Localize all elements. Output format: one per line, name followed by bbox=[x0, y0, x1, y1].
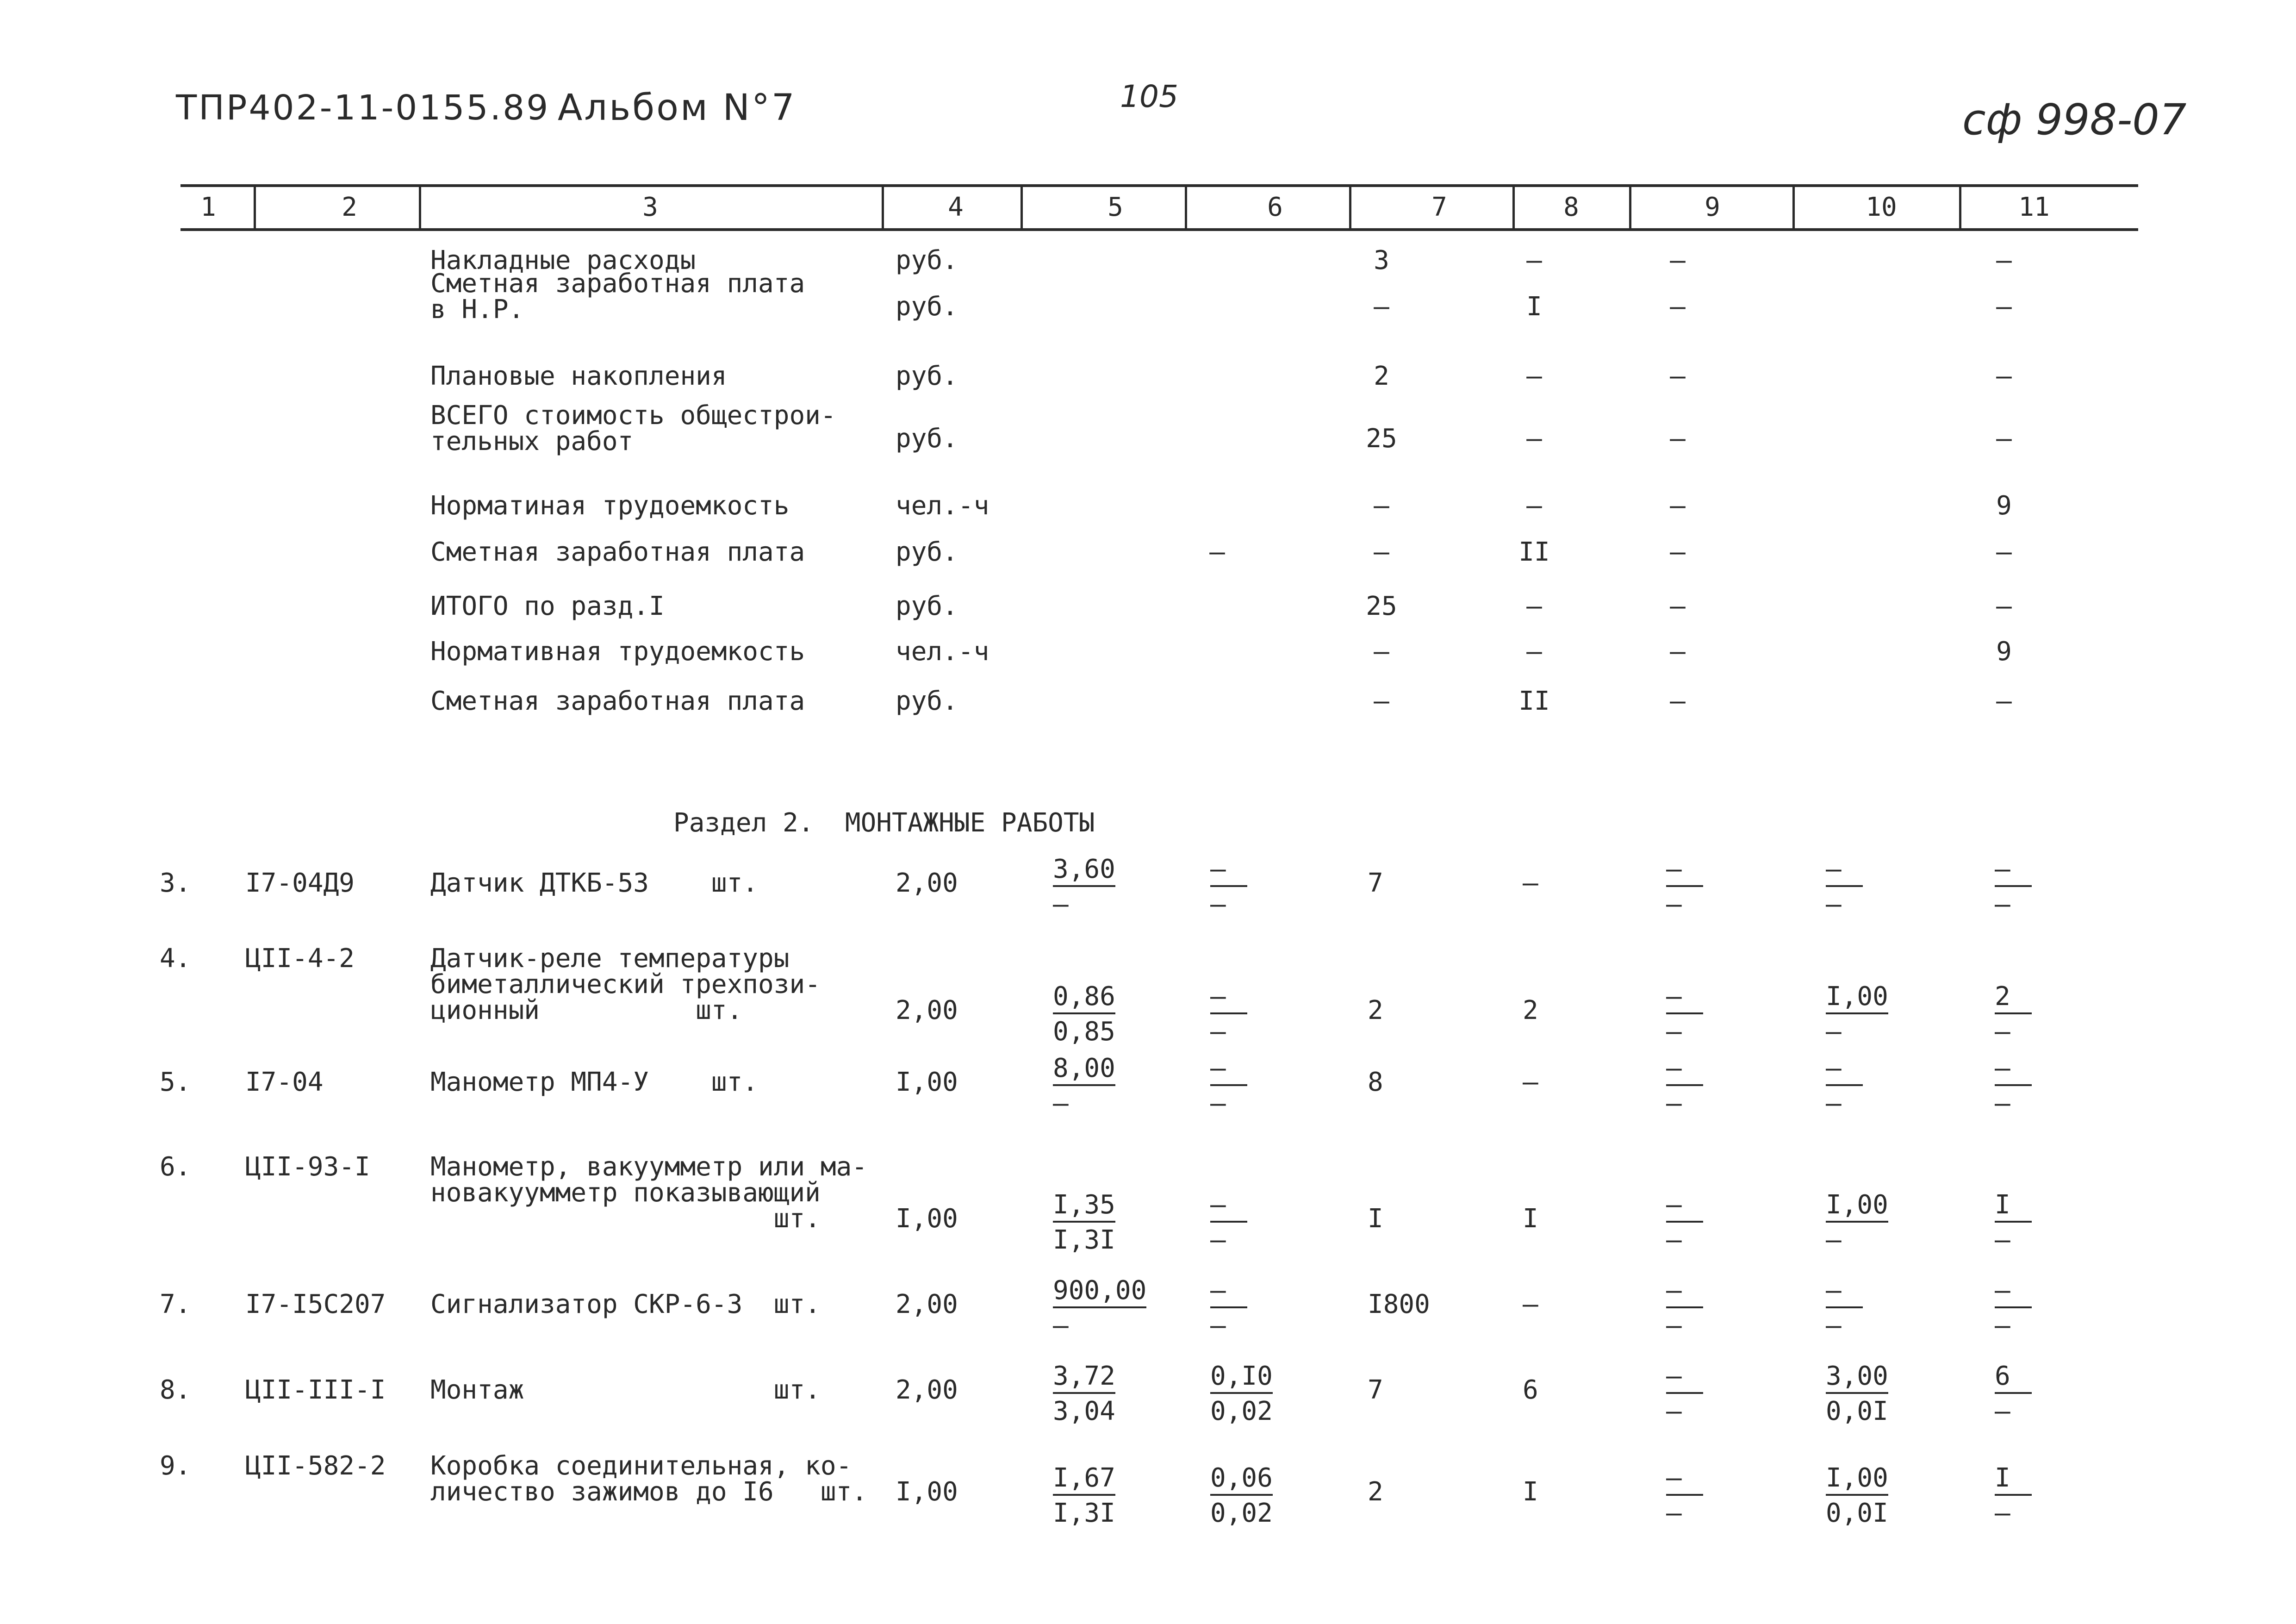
column-number-8-text: 8 bbox=[1563, 192, 1579, 222]
item-col10-denominator: – bbox=[1826, 1017, 1842, 1047]
item-col5-numerator: 900,00 bbox=[1053, 1278, 1146, 1308]
row-col11-text: – bbox=[1996, 686, 2012, 716]
item-col11 bbox=[1995, 981, 2032, 1047]
item-name: Монтаж шт. bbox=[430, 1375, 821, 1405]
sheet-code: сф 998-07 bbox=[1962, 95, 2187, 144]
item-col7: I800 bbox=[1368, 1289, 1430, 1319]
row-col11-text: – bbox=[1996, 361, 2012, 391]
item-col9 bbox=[1666, 1275, 1703, 1341]
row-unit: руб. bbox=[896, 245, 958, 275]
row-col9-text: – bbox=[1670, 686, 1686, 716]
item-col10 bbox=[1826, 1363, 1888, 1424]
item-col5-denominator: – bbox=[1053, 1088, 1069, 1118]
row-col11-text: – bbox=[1996, 591, 2012, 621]
item-col5 bbox=[1053, 1363, 1115, 1424]
item-code: I7-04Д9 bbox=[245, 868, 355, 898]
item-col7: I bbox=[1368, 1204, 1383, 1234]
row-col7-text: 25 bbox=[1366, 591, 1397, 621]
row-col9-text: – bbox=[1670, 637, 1686, 667]
row-col7-text: – bbox=[1374, 491, 1389, 521]
item-quantity: I,00 bbox=[896, 1067, 958, 1097]
item-col9-denominator: – bbox=[1666, 1311, 1682, 1341]
item-col8: – bbox=[1523, 868, 1538, 898]
item-col9-numerator: – bbox=[1666, 1363, 1703, 1394]
item-col8: 2 bbox=[1523, 995, 1538, 1025]
row-col8-text: I bbox=[1526, 292, 1542, 322]
column-divider bbox=[419, 184, 421, 228]
item-col10-numerator: – bbox=[1826, 1056, 1863, 1086]
item-col10-denominator: 0,0I bbox=[1826, 1396, 1888, 1426]
item-number: 8. bbox=[160, 1375, 191, 1405]
item-col6-denominator: 0,02 bbox=[1210, 1396, 1273, 1426]
item-col11 bbox=[1995, 856, 2032, 918]
document-code: ТПР402-11-0155.89 bbox=[176, 88, 550, 128]
item-col7: 8 bbox=[1368, 1067, 1383, 1097]
item-quantity: 2,00 bbox=[896, 995, 958, 1025]
item-col10-denominator: – bbox=[1826, 1225, 1842, 1255]
item-col10-numerator: – bbox=[1826, 1278, 1863, 1308]
item-name: Манометр МП4-У шт. bbox=[430, 1067, 759, 1097]
item-col9-numerator: – bbox=[1666, 856, 1703, 887]
row-name: Нормативная трудоемкость bbox=[430, 637, 805, 667]
item-quantity: I,00 bbox=[896, 1204, 958, 1234]
item-col6-denominator: – bbox=[1210, 1017, 1226, 1047]
item-col6-denominator: 0,02 bbox=[1210, 1498, 1273, 1528]
row-name: Норматиная трудоемкость bbox=[430, 491, 790, 521]
item-col10 bbox=[1826, 1275, 1863, 1341]
row-name: ВСЕГО стоимость общестрои- тельных работ bbox=[430, 400, 836, 456]
row-col8-text: II bbox=[1518, 686, 1550, 716]
item-col5-denominator: I,3I bbox=[1053, 1498, 1115, 1528]
row-col8-text: II bbox=[1518, 537, 1550, 567]
row-col7-text: – bbox=[1374, 637, 1389, 667]
item-col11-numerator: – bbox=[1995, 856, 2032, 887]
item-col8: I bbox=[1523, 1477, 1538, 1507]
column-divider bbox=[1349, 184, 1351, 228]
item-col5-numerator: 3,60 bbox=[1053, 856, 1115, 887]
row-col7-text: – bbox=[1374, 537, 1389, 567]
item-col5 bbox=[1053, 856, 1115, 918]
item-col10-numerator: – bbox=[1826, 856, 1863, 887]
item-col5-denominator: I,3I bbox=[1053, 1225, 1115, 1255]
item-col10-numerator: I,00 bbox=[1826, 1192, 1888, 1223]
column-divider bbox=[1512, 184, 1515, 228]
item-col11-denominator: – bbox=[1995, 1017, 2010, 1047]
item-col11-denominator: – bbox=[1995, 889, 2010, 919]
row-col8-text: – bbox=[1526, 637, 1542, 667]
item-col11 bbox=[1995, 1192, 2032, 1253]
item-col8: – bbox=[1523, 1067, 1538, 1097]
item-col11 bbox=[1995, 1053, 2032, 1118]
item-col9 bbox=[1666, 981, 1703, 1047]
item-name: Манометр, вакуумметр или ма- новакуумметр показывающий шт. bbox=[430, 1152, 868, 1234]
item-col6 bbox=[1210, 1192, 1247, 1253]
item-col7: 7 bbox=[1368, 1375, 1383, 1405]
row-col9-text: – bbox=[1670, 424, 1686, 454]
item-col5 bbox=[1053, 1465, 1115, 1526]
item-number: 5. bbox=[160, 1067, 191, 1097]
item-col5-denominator: 3,04 bbox=[1053, 1396, 1115, 1426]
item-col9-denominator: – bbox=[1666, 1088, 1682, 1118]
row-unit: руб. bbox=[896, 424, 958, 454]
item-col6 bbox=[1210, 1053, 1247, 1118]
item-col11-numerator: 6 bbox=[1995, 1363, 2032, 1394]
row-unit: руб. bbox=[896, 537, 958, 567]
item-col10 bbox=[1826, 1192, 1888, 1253]
item-col5 bbox=[1053, 1192, 1115, 1253]
item-col6-denominator: – bbox=[1210, 889, 1226, 919]
item-col6-denominator: – bbox=[1210, 1311, 1226, 1341]
item-col11-numerator: I bbox=[1995, 1192, 2032, 1223]
item-col5-denominator: 0,85 bbox=[1053, 1017, 1115, 1047]
item-col11-numerator: – bbox=[1995, 1278, 2032, 1308]
row-unit: руб. bbox=[896, 686, 958, 716]
item-col8: – bbox=[1523, 1289, 1538, 1319]
item-col6 bbox=[1210, 981, 1247, 1047]
column-number-10-text: 10 bbox=[1866, 192, 1897, 222]
item-col9-numerator: – bbox=[1666, 1465, 1703, 1496]
section-2-title: Раздел 2. МОНТАЖНЫЕ РАБОТЫ bbox=[673, 808, 1095, 838]
row-col9-text: – bbox=[1670, 491, 1686, 521]
row-col11-text: – bbox=[1996, 245, 2012, 275]
item-col5-numerator: 0,86 bbox=[1053, 984, 1115, 1014]
row-col8-text: – bbox=[1526, 361, 1542, 391]
item-col9-denominator: – bbox=[1666, 1498, 1682, 1528]
item-quantity: I,00 bbox=[896, 1477, 958, 1507]
item-number: 6. bbox=[160, 1152, 191, 1182]
column-divider bbox=[1629, 184, 1631, 228]
column-number-9-text: 9 bbox=[1705, 192, 1720, 222]
item-col11 bbox=[1995, 1275, 2032, 1341]
row-unit: чел.-ч bbox=[896, 637, 989, 667]
item-col6-numerator: – bbox=[1210, 1192, 1247, 1223]
item-name: Датчик ДТКБ-53 шт. bbox=[430, 868, 759, 898]
column-divider bbox=[1020, 184, 1023, 228]
item-code: ЦII-III-I bbox=[245, 1375, 386, 1405]
item-col5-denominator: – bbox=[1053, 1311, 1069, 1341]
table-header-bottom-line bbox=[180, 228, 2138, 231]
row-col7-text: 25 bbox=[1366, 424, 1397, 454]
column-divider bbox=[1959, 184, 1961, 228]
row-col9-text: – bbox=[1670, 537, 1686, 567]
column-number-4-text: 4 bbox=[948, 192, 964, 222]
item-col6 bbox=[1210, 1363, 1273, 1424]
item-code: ЦII-4-2 bbox=[245, 943, 355, 974]
item-col6-numerator: – bbox=[1210, 1056, 1247, 1086]
item-col11-numerator: 2 bbox=[1995, 984, 2032, 1014]
item-col9 bbox=[1666, 1053, 1703, 1118]
column-number-7-text: 7 bbox=[1431, 192, 1447, 222]
row-col7-text: – bbox=[1374, 292, 1389, 322]
item-name: Датчик-реле температуры биметаллический трехпози- ционный шт. bbox=[430, 943, 821, 1025]
item-number: 3. bbox=[160, 868, 191, 898]
item-col11-denominator: – bbox=[1995, 1498, 2010, 1528]
item-col9 bbox=[1666, 856, 1703, 918]
item-col10-numerator: I,00 bbox=[1826, 1465, 1888, 1496]
item-col5-numerator: 3,72 bbox=[1053, 1363, 1115, 1394]
item-col9-denominator: – bbox=[1666, 889, 1682, 919]
item-col5-numerator: I,67 bbox=[1053, 1465, 1115, 1496]
item-code: ЦII-93-I bbox=[245, 1152, 370, 1182]
item-col9 bbox=[1666, 1465, 1703, 1526]
item-col10 bbox=[1826, 856, 1863, 918]
item-col10-denominator: – bbox=[1826, 1311, 1842, 1341]
row-unit: руб. bbox=[896, 361, 958, 391]
item-col10-numerator: I,00 bbox=[1826, 984, 1888, 1014]
row-col8-text: – bbox=[1526, 491, 1542, 521]
item-code: I7-I5C207 bbox=[245, 1289, 386, 1319]
row-name: Накладные расходы bbox=[430, 245, 696, 275]
column-divider bbox=[1185, 184, 1187, 228]
row-col7-text: – bbox=[1374, 686, 1389, 716]
item-col5-numerator: 8,00 bbox=[1053, 1056, 1115, 1086]
item-name: Сигнализатор СКР-6-3 шт. bbox=[430, 1289, 821, 1319]
item-col6 bbox=[1210, 1465, 1273, 1526]
item-col9-denominator: – bbox=[1666, 1396, 1682, 1426]
row-col8-text: – bbox=[1526, 424, 1542, 454]
column-number-5-text: 5 bbox=[1108, 192, 1123, 222]
column-divider bbox=[882, 184, 884, 228]
album-number: Альбом N°7 bbox=[558, 87, 796, 129]
item-col9-denominator: – bbox=[1666, 1225, 1682, 1255]
row-col8-text: – bbox=[1526, 591, 1542, 621]
item-col6-numerator: – bbox=[1210, 856, 1247, 887]
item-col6-denominator: – bbox=[1210, 1225, 1226, 1255]
row-col11-text: – bbox=[1996, 424, 2012, 454]
row-col11-text: – bbox=[1996, 537, 2012, 567]
row-name: Плановые накопления bbox=[430, 361, 727, 391]
item-col9 bbox=[1666, 1363, 1703, 1424]
item-col7: 7 bbox=[1368, 868, 1383, 898]
item-col9-denominator: – bbox=[1666, 1017, 1682, 1047]
row-col9-text: – bbox=[1670, 361, 1686, 391]
item-col10 bbox=[1826, 1053, 1863, 1118]
item-col7: 2 bbox=[1368, 995, 1383, 1025]
item-col11-numerator: – bbox=[1995, 1056, 2032, 1086]
item-col9 bbox=[1666, 1192, 1703, 1253]
row-col11-text: – bbox=[1996, 292, 2012, 322]
item-col5-numerator: I,35 bbox=[1053, 1192, 1115, 1223]
column-number-3-text: 3 bbox=[642, 192, 658, 222]
item-quantity: 2,00 bbox=[896, 868, 958, 898]
item-col11-denominator: – bbox=[1995, 1225, 2010, 1255]
item-col6-numerator: 0,06 bbox=[1210, 1465, 1273, 1496]
column-number-2-text: 2 bbox=[342, 192, 357, 222]
column-number-11-text: 11 bbox=[2018, 192, 2050, 222]
item-col10-denominator: – bbox=[1826, 889, 1842, 919]
item-col6 bbox=[1210, 1275, 1247, 1341]
item-col6-denominator: – bbox=[1210, 1088, 1226, 1118]
item-col5-denominator: – bbox=[1053, 889, 1069, 919]
row-col9-text: – bbox=[1670, 292, 1686, 322]
item-col10-numerator: 3,00 bbox=[1826, 1363, 1888, 1394]
item-col8: I bbox=[1523, 1204, 1538, 1234]
item-col11-denominator: – bbox=[1995, 1311, 2010, 1341]
item-col8: 6 bbox=[1523, 1375, 1538, 1405]
row-unit: чел.-ч bbox=[896, 491, 989, 521]
item-col5 bbox=[1053, 1275, 1147, 1341]
row-col11-text: 9 bbox=[1996, 637, 2012, 667]
item-col10-denominator: – bbox=[1826, 1088, 1842, 1118]
item-col6-numerator: – bbox=[1210, 984, 1247, 1014]
row-col7-text: 3 bbox=[1374, 245, 1389, 275]
item-col11 bbox=[1995, 1363, 2032, 1424]
item-col6-numerator: – bbox=[1210, 1278, 1247, 1308]
row-name: Сметная заработная плата bbox=[430, 686, 805, 716]
item-name: Коробка соединительная, ко- личество зажимов до I6 шт. bbox=[430, 1451, 868, 1507]
item-col10 bbox=[1826, 1465, 1888, 1526]
item-col9-numerator: – bbox=[1666, 1192, 1703, 1223]
item-number: 7. bbox=[160, 1289, 191, 1319]
item-col11-numerator: I bbox=[1995, 1465, 2032, 1496]
row-name: Сметная заработная плата bbox=[430, 537, 805, 567]
item-col9-numerator: – bbox=[1666, 984, 1703, 1014]
item-col11-denominator: – bbox=[1995, 1396, 2010, 1426]
row-col11-text: 9 bbox=[1996, 491, 2012, 521]
item-col10 bbox=[1826, 981, 1888, 1047]
item-col10-denominator: 0,0I bbox=[1826, 1498, 1888, 1528]
item-col9-numerator: – bbox=[1666, 1056, 1703, 1086]
row-col6-text: – bbox=[1209, 537, 1225, 567]
item-col6 bbox=[1210, 856, 1247, 918]
page-number: 105 bbox=[1120, 79, 1178, 114]
row-col8-text: – bbox=[1526, 245, 1542, 275]
item-code: I7-04 bbox=[245, 1067, 324, 1097]
column-number-1-text: 1 bbox=[200, 192, 216, 222]
row-col9-text: – bbox=[1670, 591, 1686, 621]
row-name: ИТОГО по разд.I bbox=[430, 591, 665, 621]
column-divider bbox=[254, 184, 256, 228]
item-col5 bbox=[1053, 1053, 1115, 1118]
row-unit: руб. bbox=[896, 591, 958, 621]
item-code: ЦII-582-2 bbox=[245, 1451, 386, 1481]
item-col7: 2 bbox=[1368, 1477, 1383, 1507]
row-unit: руб. bbox=[896, 292, 958, 322]
item-col11 bbox=[1995, 1465, 2032, 1526]
table-header-top-line bbox=[180, 184, 2138, 187]
item-quantity: 2,00 bbox=[896, 1375, 958, 1405]
item-number: 9. bbox=[160, 1451, 191, 1481]
item-col6-numerator: 0,I0 bbox=[1210, 1363, 1273, 1394]
item-number: 4. bbox=[160, 943, 191, 974]
item-col9-numerator: – bbox=[1666, 1278, 1703, 1308]
row-col7-text: 2 bbox=[1374, 361, 1389, 391]
item-quantity: 2,00 bbox=[896, 1289, 958, 1319]
column-divider bbox=[1792, 184, 1795, 228]
column-number-6-text: 6 bbox=[1267, 192, 1283, 222]
row-name: Сметная заработная плата в Н.Р. bbox=[430, 269, 805, 325]
item-col11-denominator: – bbox=[1995, 1088, 2010, 1118]
item-col5 bbox=[1053, 981, 1115, 1047]
row-col9-text: – bbox=[1670, 245, 1686, 275]
